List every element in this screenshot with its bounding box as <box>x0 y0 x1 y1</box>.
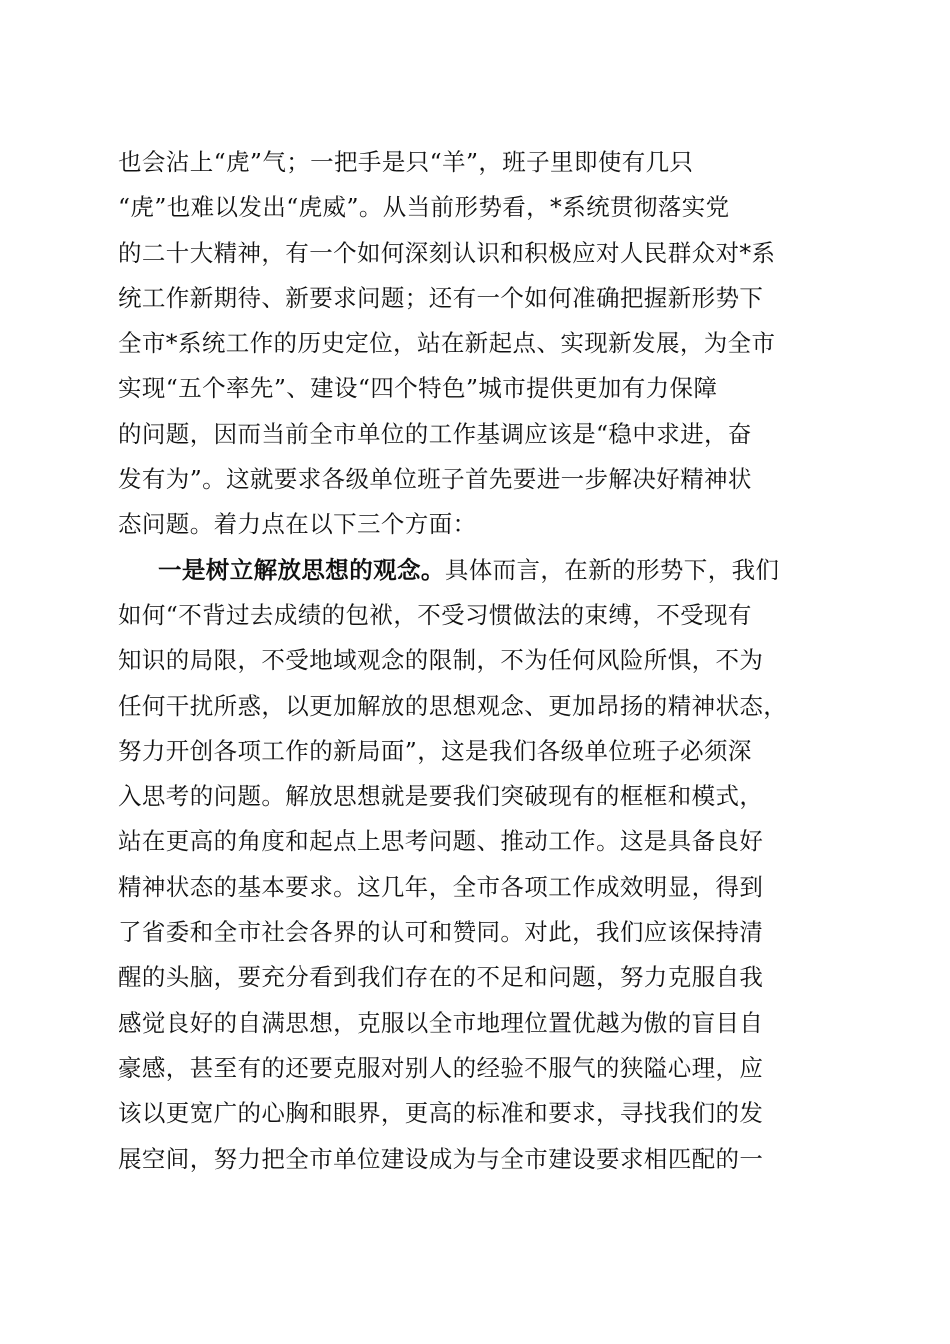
text-line: 发有为”。这就要求各级单位班子首先要进一步解决好精神状 <box>118 465 752 494</box>
text-line: 入思考的问题。解放思想就是要我们突破现有的框框和模式， <box>118 782 764 811</box>
text-line: 全市*系统工作的历史定位，站在新起点、实现新发展，为全市 <box>118 329 776 358</box>
text-line: 醒的头脑，要充分看到我们存在的不足和问题，努力克服自我 <box>118 963 764 992</box>
text-line: 实现“五个率先”、建设“四个特色”城市提供更加有力保障 <box>118 374 718 403</box>
text-line <box>118 548 838 593</box>
text-line: 知识的局限，不受地域观念的限制，不为任何风险所惧，不为 <box>118 646 764 675</box>
text-line: 的二十大精神，有一个如何深刻认识和积极应对人民群众对*系 <box>118 238 776 267</box>
text-line: 任何干扰所惑，以更加解放的思想观念、更加昂扬的精神状态， <box>118 691 788 720</box>
paragraph-2 <box>118 548 838 1182</box>
text-line: 也会沾上“虎”气；一把手是只“羊”，班子里即使有几只 <box>118 148 694 176</box>
text-line: 展空间，努力把全市单位建设成为与全市建设要求相匹配的一 <box>118 1144 764 1173</box>
text-line: 统工作新期待、新要求问题；还有一个如何准确把握新形势下 <box>118 283 764 312</box>
paragraph-1 <box>118 140 838 548</box>
text-line: 精神状态的基本要求。这几年，全市各项工作成效明显，得到 <box>118 872 764 901</box>
text-line: 站在更高的角度和起点上思考问题、推动工作。这是具备良好 <box>118 827 764 856</box>
text-line: 如何“不背过去成绩的包袱，不受习惯做法的束缚，不受现有 <box>118 600 752 629</box>
text-line: 努力开创各项工作的新局面”，这是我们各级单位班子必须深 <box>118 736 752 765</box>
text-line: 态问题。着力点在以下三个方面： <box>118 510 477 539</box>
text-line: 感觉良好的自满思想，克服以全市地理位置优越为傲的盲目自 <box>118 1008 764 1037</box>
text-line: 了省委和全市社会各界的认可和赞同。对此，我们应该保持清 <box>118 918 764 947</box>
text-line: “虎”也难以发出“虎威”。从当前形势看，*系统贯彻落实党 <box>118 193 730 222</box>
text-line: 豪感，甚至有的还要克服对别人的经验不服气的狭隘心理，应 <box>118 1053 764 1082</box>
body-text <box>118 140 838 1182</box>
section-heading: 一是树立解放思想的观念。 <box>158 555 445 584</box>
text-line: 该以更宽广的心胸和眼界，更高的标准和要求，寻找我们的发 <box>118 1099 764 1128</box>
heading-line-rest: 具体而言，在新的形势下，我们 <box>444 555 780 584</box>
text-line: 的问题，因而当前全市单位的工作基调应该是“稳中求进，奋 <box>118 419 752 448</box>
